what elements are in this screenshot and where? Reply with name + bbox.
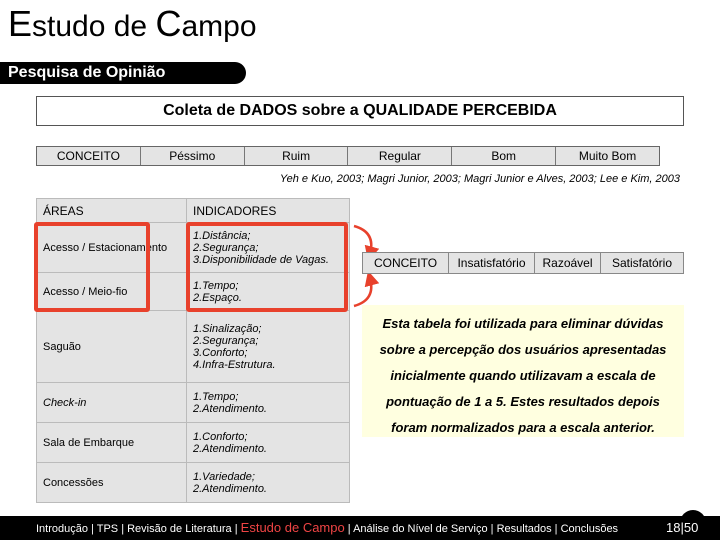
- indicator-highlight-box: [186, 222, 348, 312]
- area-cell: Acesso / Meio-fio: [37, 273, 187, 311]
- table-row: [37, 423, 350, 463]
- coleta-title-box: Coleta de DADOS sobre a QUALIDADE PERCEBIDA: [36, 96, 684, 126]
- area-cell: Check-in: [37, 383, 187, 423]
- indicator-item: 1.Tempo;: [193, 390, 239, 403]
- indicator-item: 2.Espaço.: [193, 291, 242, 304]
- area-highlight-box: [34, 222, 150, 312]
- table-row: [37, 311, 350, 383]
- explanation-note: Esta tabela foi utilizada para eliminar dúvidas sobre a percepção dos usuários apresentadas inicialmente quando utilizavam a escala de pontuação de 1 a 5. Estes resultados depois foram normalizados para a escala anterior.: [362, 305, 684, 437]
- indicator-item: 2.Segurança;: [193, 241, 259, 254]
- page-title: Estudo de Campo: [8, 3, 257, 44]
- scale-item: Bom: [452, 147, 556, 165]
- indicator-item: 3.Conforto;: [193, 346, 248, 359]
- references-text: Yeh e Kuo, 2003; Magri Junior, 2003; Magri Junior e Alves, 2003; Lee e Kim, 2003: [279, 173, 680, 185]
- indicator-item: 2.Segurança;: [193, 334, 259, 347]
- nav-before[interactable]: Introdução | TPS | Revisão de Literatura |: [36, 523, 241, 535]
- curved-arrow-bottom: [354, 278, 371, 306]
- indicator-item: 1.Variedade;: [193, 470, 255, 483]
- conceito-row: [362, 252, 684, 274]
- scale-item: Regular: [348, 147, 452, 165]
- scale-item: Muito Bom: [578, 149, 637, 163]
- table-header-row: [37, 199, 350, 223]
- indicator-item: 3.Disponibilidade de Vagas.: [193, 253, 329, 266]
- area-cell: Saguão: [37, 311, 187, 383]
- curved-arrow-top: [354, 226, 371, 254]
- table-row: [37, 383, 350, 423]
- indicator-cell: [187, 423, 350, 463]
- scale-item: Péssimo: [141, 147, 245, 165]
- header-indicadores: INDICADORES: [187, 199, 350, 223]
- nav-current[interactable]: Estudo de Campo: [240, 520, 345, 535]
- section-navigation: [36, 519, 618, 538]
- indicator-item: 2.Atendimento.: [193, 482, 267, 495]
- nav-after[interactable]: | Análise do Nível de Serviço | Resultados | Conclusões: [344, 523, 619, 535]
- conceito-item: Insatisfatório: [449, 253, 535, 273]
- page-number: 18|50: [666, 520, 699, 535]
- conceito-item: CONCEITO: [363, 253, 449, 273]
- indicator-item: 1.Conforto;: [193, 430, 248, 443]
- indicator-cell: [187, 383, 350, 423]
- indicator-item: 1.Sinalização;: [193, 322, 262, 335]
- scale-item: CONCEITO: [37, 147, 141, 165]
- indicator-cell: [187, 463, 350, 503]
- scale-item: Ruim: [245, 147, 349, 165]
- indicator-item: 4.Infra-Estrutura.: [193, 358, 276, 371]
- rating-scale-row: [36, 146, 660, 166]
- area-cell: Concessões: [37, 463, 187, 503]
- area-cell: Sala de Embarque: [37, 423, 187, 463]
- indicator-item: 2.Atendimento.: [193, 402, 267, 415]
- conceito-item: Razoável: [535, 253, 601, 273]
- table-row: [37, 463, 350, 503]
- indicator-item: 2.Atendimento.: [193, 442, 267, 455]
- indicator-item: 1.Distância;: [193, 229, 251, 242]
- header-areas: ÁREAS: [37, 199, 187, 223]
- indicator-cell: [187, 311, 350, 383]
- indicator-item: 1.Tempo;: [193, 279, 239, 292]
- conceito-item: Satisfatório: [611, 256, 673, 270]
- subtitle-banner: Pesquisa de Opinião: [0, 62, 246, 84]
- area-cell: Acesso / Estacionamento: [37, 223, 187, 273]
